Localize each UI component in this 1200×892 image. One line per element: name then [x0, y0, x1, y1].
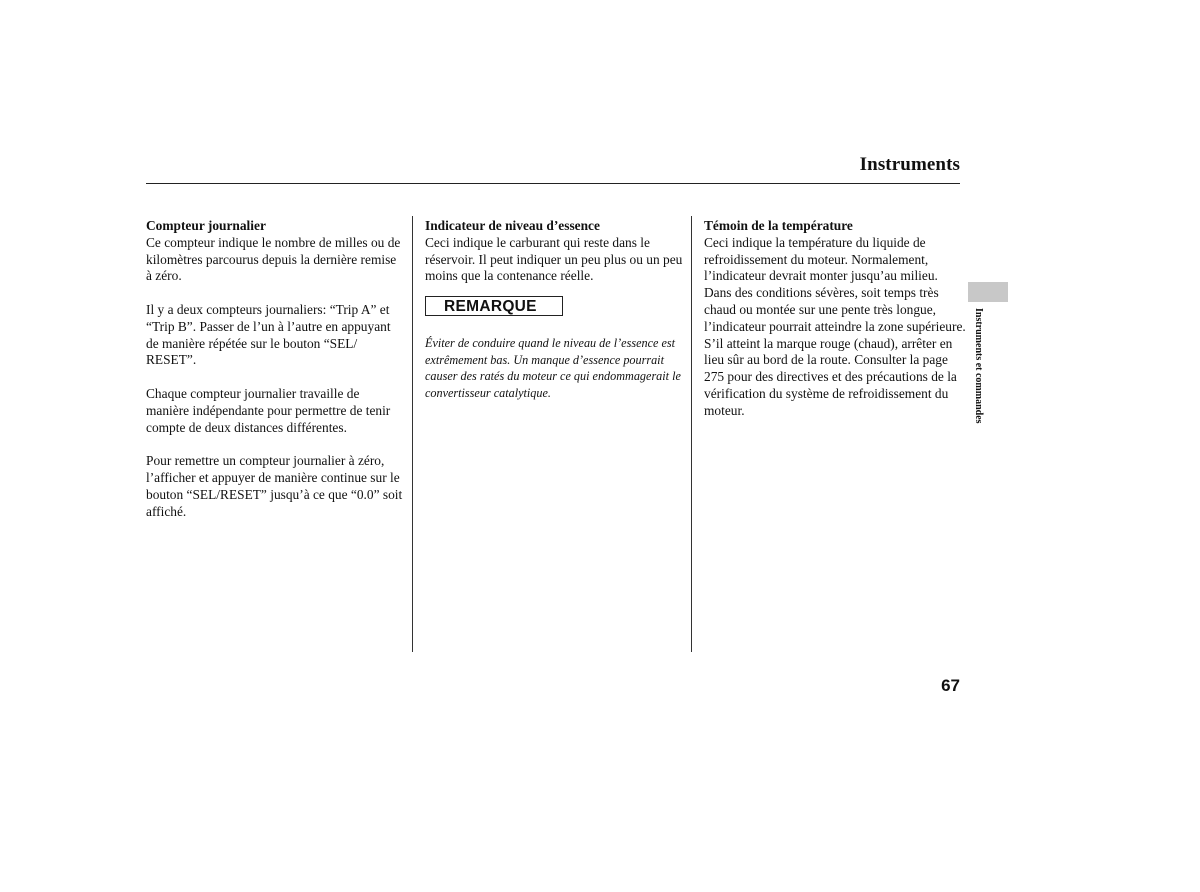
column-divider — [412, 216, 413, 652]
page-number: 67 — [941, 676, 960, 695]
notice-text: Éviter de conduire quand le niveau de l’essence est extrêmement bas. Un manque d’essence pourrait causer des ratés du moteur ce qui endommagerait le convertisseur catalytique. — [425, 335, 681, 401]
paragraph: Ceci indique la température du liquide de refroidissement du moteur. Normalement, l’indicateur devrait monter jusqu’au milieu. Dans des conditions sévères, soit temps très chaud ou montée sur une pente très longue, l’indicateur pourrait atteindre la zone supérieure. S’il atteint la marque rouge (chaud), arrêter en lieu sûr au bord de la route. Consulter la page 275 pour des directives et des précautions de la vérification du système de refroidissement du moteur. — [704, 234, 966, 418]
section-heading-fuel-gauge: Indicateur de niveau d’essence — [425, 218, 600, 233]
column-trip-meter — [146, 218, 404, 520]
column-fuel-gauge — [425, 218, 683, 402]
notice-label: REMARQUE — [444, 297, 537, 315]
chapter-tab-label: Instruments et commandes — [973, 308, 984, 424]
chapter-tab — [968, 282, 1008, 302]
paragraph: Ce compteur indique le nombre de milles ou de kilomètres parcourus depuis la dernière remise à zéro. — [146, 234, 401, 284]
header-rule — [146, 183, 960, 184]
section-heading-temperature-gauge: Témoin de la température — [704, 218, 853, 233]
paragraph: Pour remettre un compteur journalier à zéro, l’afficher et appuyer de manière continue sur le bouton “SEL/RESET” jusqu’à ce que “0.0” soit affiché. — [146, 453, 403, 519]
column-divider — [691, 216, 692, 652]
paragraph: Chaque compteur journalier travaille de manière indépendante pour permettre de tenir compte de deux distances différentes. — [146, 385, 391, 435]
section-heading-trip-meter: Compteur journalier — [146, 218, 266, 233]
page-title: Instruments — [859, 154, 960, 175]
column-temperature-gauge — [704, 218, 966, 420]
paragraph: Ceci indique le carburant qui reste dans le réservoir. Il peut indiquer un peu plus ou un peu moins que la contenance réelle. — [425, 234, 683, 284]
notice-box — [425, 296, 563, 316]
paragraph: Il y a deux compteurs journaliers: “Trip A” et “Trip B”. Passer de l’un à l’autre en appuyant de manière répétée sur le bouton “SEL/ RESET”. — [146, 301, 391, 368]
